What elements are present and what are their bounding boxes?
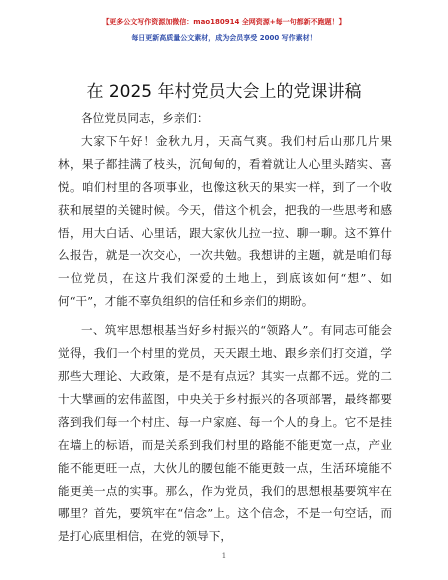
page-number: 1 — [221, 552, 227, 560]
salutation: 各位党员同志，乡亲们： — [81, 111, 209, 125]
paragraph-1: 大家下午好！金秋九月，天高气爽。我们村后山那几片果林，果子都挂满了枝头，沉甸甸的，看着就让人心里头踏实、喜悦。咱们村里的各项事业，也像这秋天的果实一样，到了一个收获和展望的关键时候。今天，借这个机会，把我的一些思考和感悟，用大白话、心里话，跟大家伙儿拉一拉、聊一聊。这不算什么报告，就是一次交心，一次共勉。我想讲的主题，就是咱们每一位党员，在这片我们深爱的土地上，到底该如何“想”、如何“干”，才能不辜负组织的信任和乡亲们的期盼。 — [58, 133, 392, 309]
document-title: 在 2025 年村党员大会上的党课讲稿 — [86, 82, 362, 102]
promo-banner-line-1: 【更多公文写作资源加微信：mao180914 全网资源+每一句都新不跑题！】 — [102, 18, 346, 26]
paragraph-2: 一、筑牢思想根基当好乡村振兴的“领路人”。有同志可能会觉得，我们一个村里的党员，天天跟土地、跟乡亲们打交道，学那些大理论、大政策，是不是有点远？其实一点都不远。党的二十大擘画的宏伟蓝图，中央关于乡村振兴的各项部署，最终都要落到我们每一个村庄、每一户家庭、每一个人的身上。它不是挂在墙上的标语，而是关系到我们村里的路能不能更宽一点，产业能不能更旺一点，大伙儿的腰包能不能更鼓一点，生活环境能不能更美一点的实事。那么，作为党员，我们的思想根基要筑牢在哪里？首先，要筑牢在“信念”上。这个信念，不是一句空话，而是打心底里相信，在党的领导下， — [58, 323, 392, 544]
document-body — [58, 107, 392, 548]
promo-banner-line-2: 每日更新高质量公文素材，成为会员享受 2000 写作素材！ — [131, 34, 317, 42]
